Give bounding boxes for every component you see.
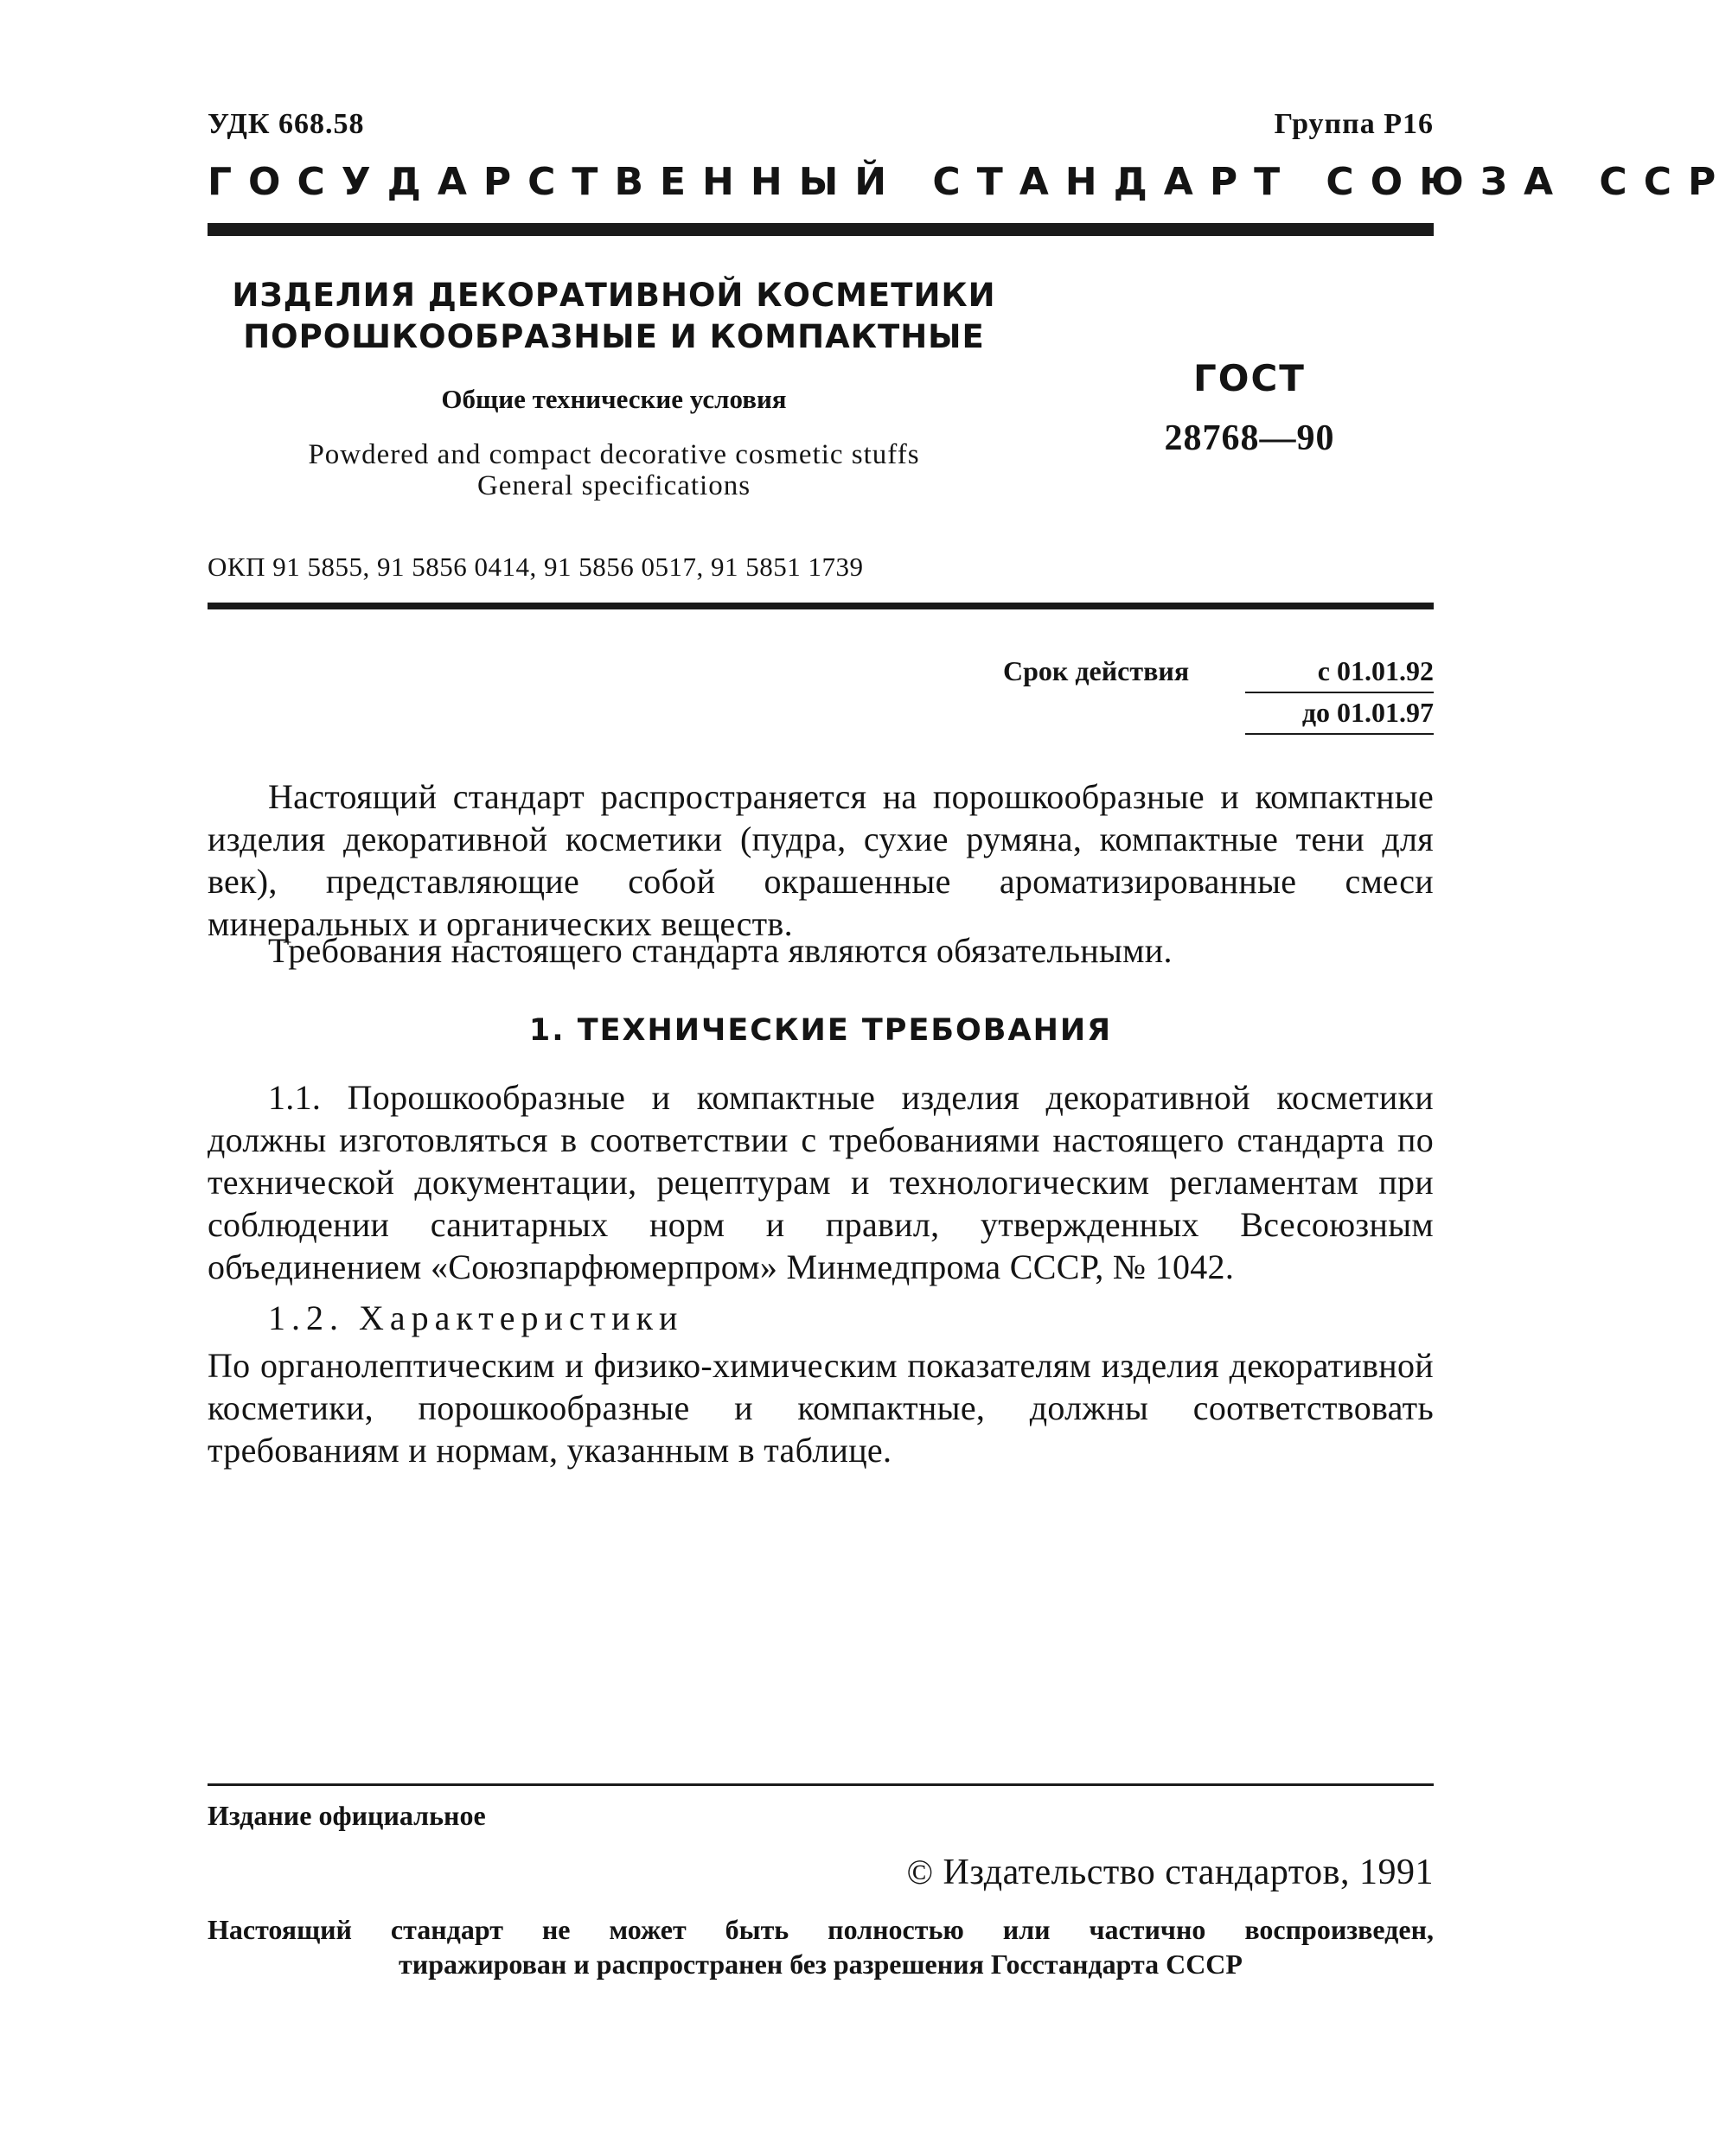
validity-underline: [1245, 733, 1434, 735]
section-1-title: 1. ТЕХНИЧЕСКИЕ ТРЕБОВАНИЯ: [528, 1013, 1113, 1048]
validity-to: до 01.01.97: [1301, 697, 1434, 728]
footer-rule: [208, 1783, 1434, 1786]
copyright-text: Издательство стандартов, 1991: [943, 1853, 1434, 1892]
intro-paragraph: Настоящий стандарт распространяется на порошкообразные и компактные изделия декоративной косметики (пудра, сухие румяна, компактные тени для век), представляющие собой окрашенные ароматизированные смеси минеральных и органических веществ.: [208, 777, 1434, 943]
clause-1-2-title: 1.2. Характеристики: [268, 1298, 684, 1337]
copyright-icon: ©: [906, 1853, 934, 1891]
subtitle-english-line-2: General specifications: [476, 470, 751, 501]
validity-from: с 01.01.92: [1317, 655, 1434, 686]
validity-divider: [1245, 692, 1434, 693]
notice-line-2: тиражирован и распространен без разрешения Госстандарта СССР: [399, 1949, 1243, 1980]
reproduction-notice: [208, 1912, 1434, 1981]
gost-number: 28768—90: [1164, 418, 1335, 458]
title-block: [208, 275, 1020, 501]
clause-1-1: 1.1. Порошкообразные и компактные изделия декоративной косметики должны изготовляться в соответствии с требованиями настоящего стандарта по технической документации, рецептурам и технологическим регламентам при соблюдении санитарных норм и правил, утвержденных Всесоюзным объединением «Союзпарфюмерпром» Минмедпрома СССР, № 1042.: [208, 1078, 1434, 1286]
group-code: Группа Р16: [1274, 108, 1434, 140]
official-edition-label: Издание официальное: [208, 1800, 486, 1831]
udk-code: УДК 668.58: [208, 108, 365, 140]
notice-line-1: Настоящий стандарт не может быть полностью или частично воспроизведен,: [208, 1914, 1434, 1945]
copyright-line: [907, 1852, 1434, 1893]
okp-rule: [208, 603, 1434, 609]
title-line-1: ИЗДЕЛИЯ ДЕКОРАТИВНОЙ КОСМЕТИКИ: [232, 277, 996, 314]
subtitle-russian: Общие технические условия: [441, 384, 787, 414]
state-standard-heading: ГОСУДАРСТВЕННЫЙ СТАНДАРТ СОЮЗА ССР: [208, 160, 1732, 204]
gost-label: ГОСТ: [1193, 357, 1306, 399]
clause-1-2-text: По органолептическим и физико-химическим показателям изделия декоративной косметики, порошкообразные и компактные, должны соответствовать требованиям и нормам, указанным в таблице.: [208, 1346, 1434, 1470]
subtitle-english-line-1: Powdered and compact decorative cosmetic stuffs: [308, 439, 920, 470]
header-rule: [208, 223, 1434, 236]
mandatory-paragraph: Требования настоящего стандарта являются обязательными.: [268, 931, 1173, 970]
title-line-2: ПОРОШКООБРАЗНЫЕ И КОМПАКТНЫЕ: [243, 318, 985, 355]
validity-label: Срок действия: [1003, 655, 1190, 686]
okp-codes: ОКП 91 5855, 91 5856 0414, 91 5856 0517, 91 5851 1739: [208, 552, 864, 582]
